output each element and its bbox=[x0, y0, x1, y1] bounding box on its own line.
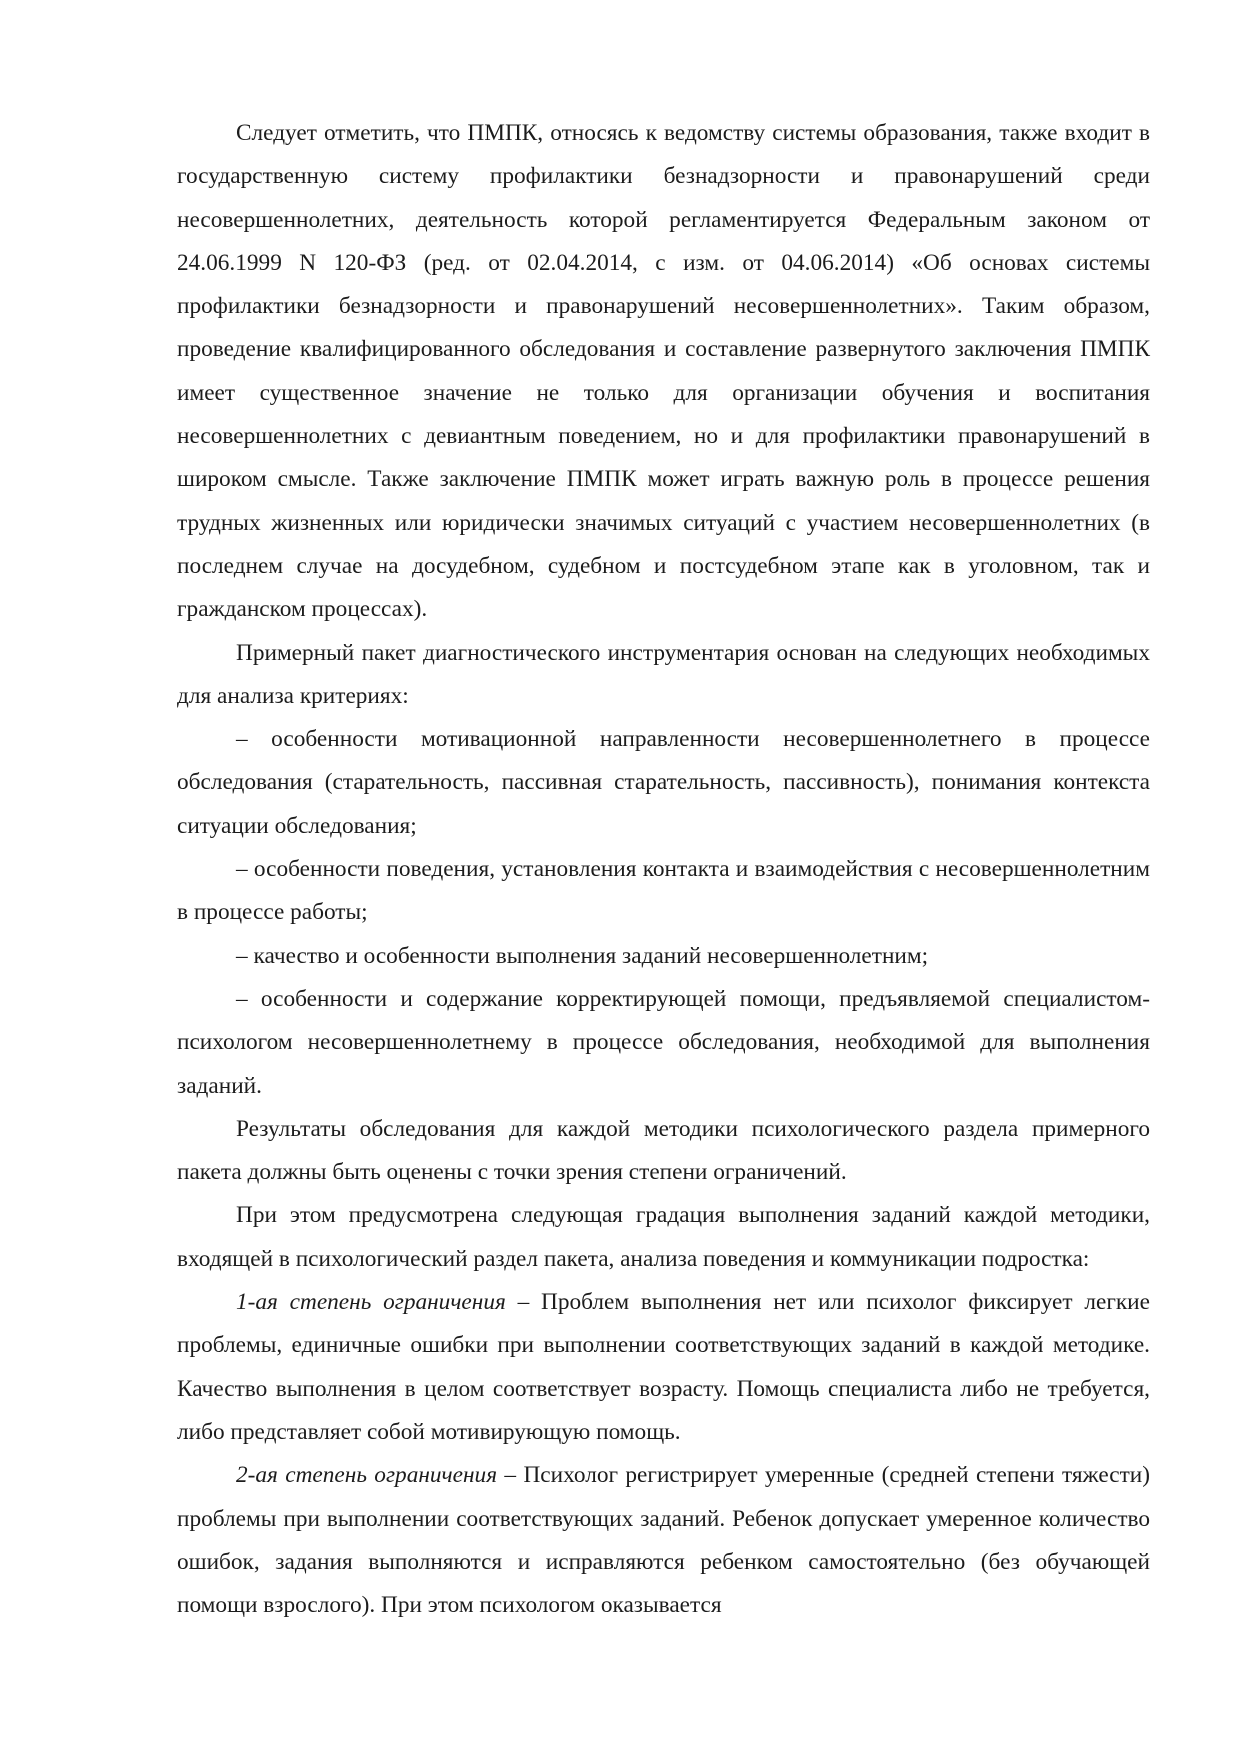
paragraph-gradation: При этом предусмотрена следующая градация выполнения заданий каждой методики, входящей в психологический раздел пакета, анализа поведения и коммуникации подростка: bbox=[177, 1202, 1150, 1272]
paragraph-degree-1 bbox=[177, 1281, 1150, 1454]
list-item-motivation: – особенности мотивационной направленности несовершеннолетнего в процессе обследования (старательность, пассивная старательность, пассивность), понимания контекста ситуации обследования; bbox=[177, 726, 1150, 839]
paragraph-results: Результаты обследования для каждой методики психологического раздела примерного пакета должны быть оценены с точки зрения степени ограничений. bbox=[177, 1115, 1150, 1186]
degree-2-term: 2-ая степень ограничения bbox=[236, 1462, 498, 1489]
degree-1-text: – Проблем выполнения нет или психолог фиксирует легкие проблемы, единичные ошибки при выполнении соответствующих заданий в каждой методике. Качество выполнения в целом соответствует возрасту. Помощь специалиста либо не требуется, либо представляет собой мотивирующую помощь. bbox=[177, 1289, 1150, 1445]
degree-2-text: – Психолог регистрирует умеренные (средней степени тяжести) проблемы при выполнении соответствующих заданий. Ребенок допускает умеренное количество ошибок, задания выполняются и исправляются ребенком самостоятельно (без обучающей помощи взрослого). При этом психологом оказывается bbox=[177, 1462, 1150, 1619]
paragraph-pmpk-prevention: Следует отметить, что ПМПК, относясь к ведомству системы образования, также входит в государственную систему профилактики безнадзорности и правонарушений среди несовершеннолетних, деятельность которой регламентируется Федеральным законом от 24.06.1999 N 120-ФЗ (ред. от 02.04.2014, с изм. от 04.06.2014) «Об основах системы профилактики безнадзорности и правонарушений несовершеннолетних». Таким образом, проведение квалифицированного обследования и составление развернутого заключения ПМПК имеет существенное значение не только для организации обучения и воспитания несовершеннолетних с девиантным поведением, но и для профилактики правонарушений в широком смысле. Также заключение ПМПК может играть важную роль в процессе решения трудных жизненных или юридически значимых ситуаций с участием несовершеннолетних (в последнем случае на досудебном, судебном и постсудебном этапе как в уголовном, так и гражданском процессах). bbox=[177, 120, 1150, 623]
degree-1-term: 1-ая степень ограничения bbox=[236, 1289, 506, 1316]
list-item-behavior: – особенности поведения, установления контакта и взаимодействия с несовершеннолетним в процессе работы; bbox=[177, 856, 1150, 926]
list-item-corrective-help: – особенности и содержание корректирующей помощи, предъявляемой специалистом-психологом несовершеннолетнему в процессе обследования, необходимой для выполнения заданий. bbox=[177, 985, 1150, 1099]
list-item-task-quality: – качество и особенности выполнения заданий несовершеннолетним; bbox=[236, 942, 929, 969]
paragraph-degree-2 bbox=[177, 1454, 1150, 1627]
paragraph-diagnostic-package: Примерный пакет диагностического инструментария основан на следующих необходимых для анализа критериях: bbox=[177, 639, 1150, 709]
body-text bbox=[177, 112, 1150, 1627]
